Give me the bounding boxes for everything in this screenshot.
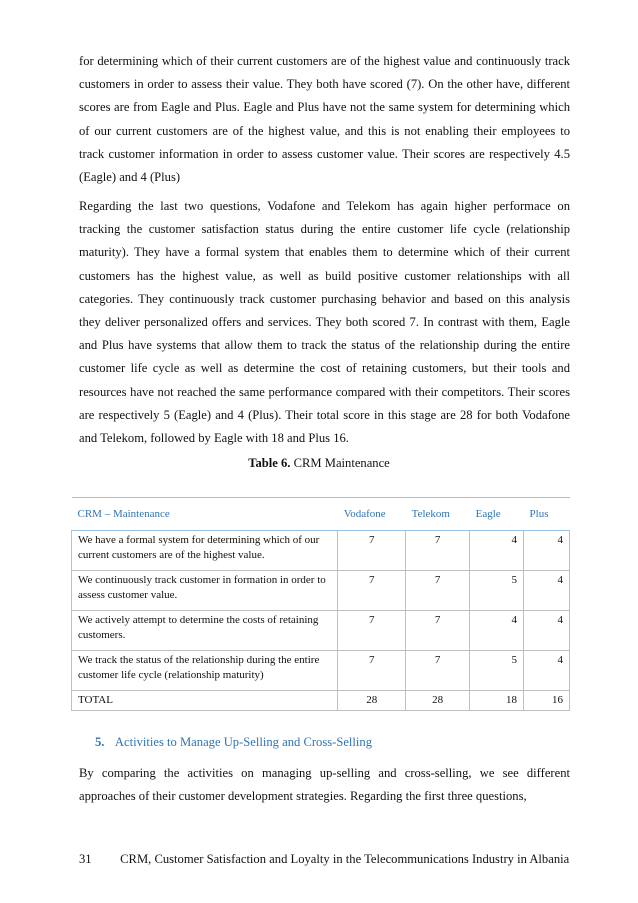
total-telekom: 28 [406, 691, 470, 711]
score-vodafone: 7 [338, 651, 406, 691]
section-number: 5. [95, 735, 105, 749]
score-telekom: 7 [406, 531, 470, 571]
score-telekom: 7 [406, 571, 470, 611]
total-eagle: 18 [470, 691, 524, 711]
row-criterion: We track the status of the relationship during the entire customer life cycle (relationship maturity) [72, 651, 338, 691]
table-row [72, 571, 570, 611]
table-caption-title: CRM Maintenance [293, 456, 390, 470]
crm-maintenance-table [71, 497, 570, 711]
score-vodafone: 7 [338, 531, 406, 571]
body-paragraph-1 [79, 50, 570, 189]
section-title: Activities to Manage Up-Selling and Cross-Selling [114, 735, 373, 749]
score-plus: 4 [524, 531, 570, 571]
header-telekom: Telekom [406, 498, 470, 531]
header-criterion: CRM – Maintenance [72, 498, 338, 531]
total-plus: 16 [524, 691, 570, 711]
page-number: 31 [79, 852, 92, 866]
paragraph-text: By comparing the activities on managing up-selling and cross-selling, we see different approaches of their customer development strategies. Regarding the first three questions, [79, 766, 570, 804]
paragraph-text: Regarding the last two questions, Vodafone and Telekom has again higher performace on tracking the customer satisfaction status during the entire customer life cycle (relationship maturity). They have a formal system that enables them to determine which of their current customers has the highest value, as well as build positive customer relationships with all categories. They continuously track customer purchasing behavior and based on this analysis they deliver personalized offers and services. They both scored 7. In contrast with them, Eagle and Plus have systems that allow them to track the status of the relationship during the entire customer life cycle as well as determine the cost of retaining customers, but their tools and resources have not reached the same performance compared with their competitors. Their scores are respectively 5 (Eagle) and 4 (Plus). Their total score in this stage are 28 for both Vodafone and Telekom, followed by Eagle with 18 and Plus 16. [79, 199, 570, 446]
row-criterion: We continuously track customer in formation in order to assess customer value. [72, 571, 338, 611]
score-eagle: 5 [470, 571, 524, 611]
total-vodafone: 28 [338, 691, 406, 711]
total-label: TOTAL [72, 691, 338, 711]
score-vodafone: 7 [338, 611, 406, 651]
table-caption-label: Table 6. [248, 456, 291, 470]
score-plus: 4 [524, 651, 570, 691]
score-plus: 4 [524, 611, 570, 651]
table-total-row [72, 691, 570, 711]
header-vodafone: Vodafone [338, 498, 406, 531]
score-eagle: 5 [470, 651, 524, 691]
table-header-row [72, 498, 570, 531]
header-plus: Plus [524, 498, 570, 531]
table-row [72, 531, 570, 571]
running-title: CRM, Customer Satisfaction and Loyalty in the Telecommunications Industry in Albania [120, 852, 570, 866]
page-footer [79, 852, 569, 867]
row-criterion: We actively attempt to determine the costs of retaining customers. [72, 611, 338, 651]
score-telekom: 7 [406, 651, 470, 691]
score-plus: 4 [524, 571, 570, 611]
table-row [72, 611, 570, 651]
row-criterion: We have a formal system for determining which of our current customers are of the highest value. [72, 531, 338, 571]
score-vodafone: 7 [338, 571, 406, 611]
header-eagle: Eagle [470, 498, 524, 531]
paragraph-text: for determining which of their current customers are of the highest value and continuously track customers in order to assess their value. They both have scored (7). On the other have, different scores are from Eagle and Plus. Eagle and Plus have not the same system for determining which of our current customers are of the highest value, and this is not enabling their employees to track customer information in order to assess customer value. Their scores are respectively 4.5 (Eagle) and 4 (Plus) [79, 54, 570, 185]
table-row [72, 651, 570, 691]
body-paragraph-3 [79, 762, 570, 808]
score-eagle: 4 [470, 611, 524, 651]
score-eagle: 4 [470, 531, 524, 571]
body-paragraph-2 [79, 195, 570, 450]
score-telekom: 7 [406, 611, 470, 651]
section-heading [95, 735, 372, 750]
table-caption [0, 456, 638, 471]
